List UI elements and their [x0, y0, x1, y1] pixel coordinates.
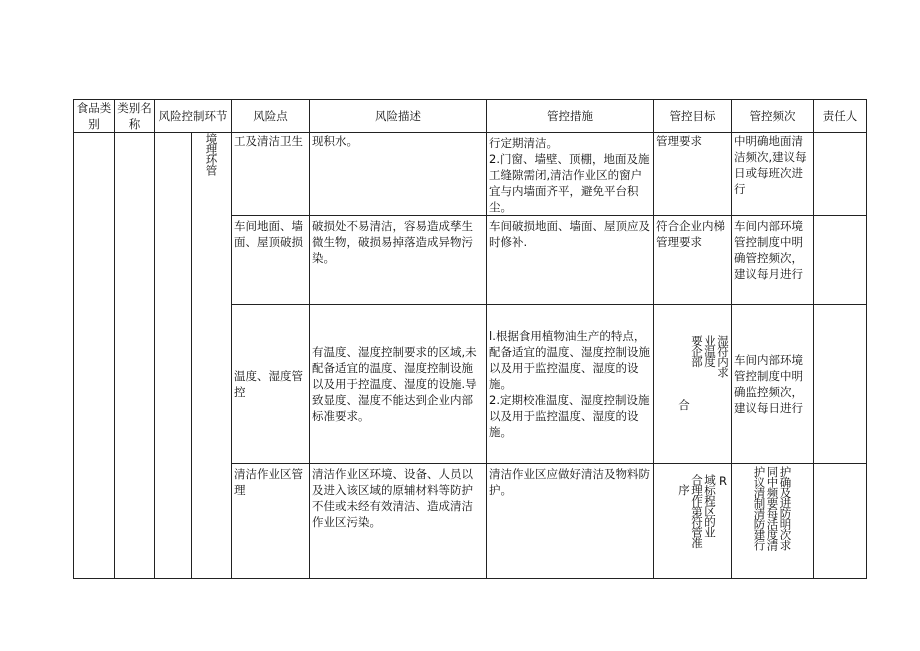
- header-target: 管控目标: [654, 100, 732, 133]
- header-measures: 管控措施: [487, 100, 654, 133]
- food-category-cell: [74, 133, 115, 579]
- frequency-vertical-line: 同中频要每活度清: [765, 466, 780, 550]
- target-vertical-line: 合理作第符管准: [690, 474, 704, 548]
- measures-cell: 行定期清洁。 2.门窗、墙壁、顶棚，地面及施工缝隙需闭,清洁作业区的窗户宜与内墙面齐平，避免平台积尘。: [487, 133, 654, 216]
- header-frequency: 管控频次: [732, 100, 814, 133]
- target-cell: 符合企业内梯管理要求: [654, 216, 732, 305]
- responsible-cell: [814, 133, 867, 216]
- responsible-cell: [814, 464, 867, 579]
- stage-vertical-text: 境理环管: [204, 133, 219, 175]
- risk-desc-cell: 破损处不易清洁，容易造成孳生微生物，破损易掉落造成异物污染。: [310, 216, 487, 305]
- measures-cell: 车间破损地面、墙面、屋顶应及时修补.: [487, 216, 654, 305]
- target-vertical-line: 合: [677, 399, 691, 410]
- risk-point-cell: 车间地面、墙面、屋顶破损: [232, 216, 310, 305]
- risk-control-table: [73, 99, 867, 579]
- frequency-vertical-line: 护议清制清防建行: [752, 466, 767, 550]
- frequency-cell: 车间内部环境管控制度中明确监控频次，建议每日进行: [732, 305, 814, 464]
- table-row: [74, 133, 867, 216]
- measures-cell: 清洁作业区应做好清洁及物料防护。: [487, 464, 654, 579]
- header-food-category: 食品类别: [74, 100, 115, 133]
- target-vertical-line: 要企部: [690, 335, 704, 367]
- frequency-cell: 车间内部环境管控制度中明确管控频次，建议每月进行: [732, 216, 814, 305]
- risk-point-cell: 温度、湿度管控: [232, 305, 310, 464]
- header-category-name: 类别名称: [115, 100, 155, 133]
- category-name-cell: [115, 133, 155, 579]
- frequency-vertical-line: 护确及进防明次求: [778, 466, 793, 550]
- responsible-cell: [814, 305, 867, 464]
- header-risk-desc: 风险描述: [310, 100, 487, 133]
- control-stage-cell: [155, 133, 192, 579]
- target-vertical-line: 湿符内求: [716, 335, 730, 377]
- control-substage-cell: [192, 133, 232, 579]
- risk-desc-cell: 有温度、湿度控制要求的区域,未配备适宜的温度、湿度控制设施以及用于控温度、湿度的设施.导致显度、湿度不能达到企业内部标准要求。: [310, 305, 487, 464]
- measures-cell: l.根据食用植物油生产的特点，配备适宜的温度、湿度控制设施以及用于监控温度、湿度的设施。 2.定期校准温度、湿度控制设施以及用于监控温度、湿度的设施。: [487, 305, 654, 464]
- target-vertical-line: 域标程区的业: [703, 474, 717, 537]
- header-row: [74, 100, 867, 133]
- header-control-stage: 风险控制环节: [155, 100, 232, 133]
- risk-point-cell: 工及清洁卫生: [232, 133, 310, 216]
- header-responsible: 责任人: [814, 100, 867, 133]
- target-cell: 管理要求: [654, 133, 732, 216]
- responsible-cell: [814, 216, 867, 305]
- risk-point-cell: 清洁作业区管理: [232, 464, 310, 579]
- risk-desc-cell: 现积水。: [310, 133, 487, 216]
- target-vertical-line: 序: [677, 484, 691, 495]
- frequency-cell: 中明确地面清洁频次,建议每日或每班次进行: [732, 133, 814, 216]
- target-cell: [654, 305, 732, 464]
- header-risk-point: 风险点: [232, 100, 310, 133]
- frequency-cell: [732, 464, 814, 579]
- target-vertical-line: R: [716, 474, 730, 487]
- target-vertical-line: 业温度: [703, 335, 717, 367]
- target-cell: [654, 464, 732, 579]
- risk-desc-cell: 清洁作业区环境、设备、人员以及进入该区域的原辅材料等防护不佳或未经有效清洁、造成清洁作业区污染。: [310, 464, 487, 579]
